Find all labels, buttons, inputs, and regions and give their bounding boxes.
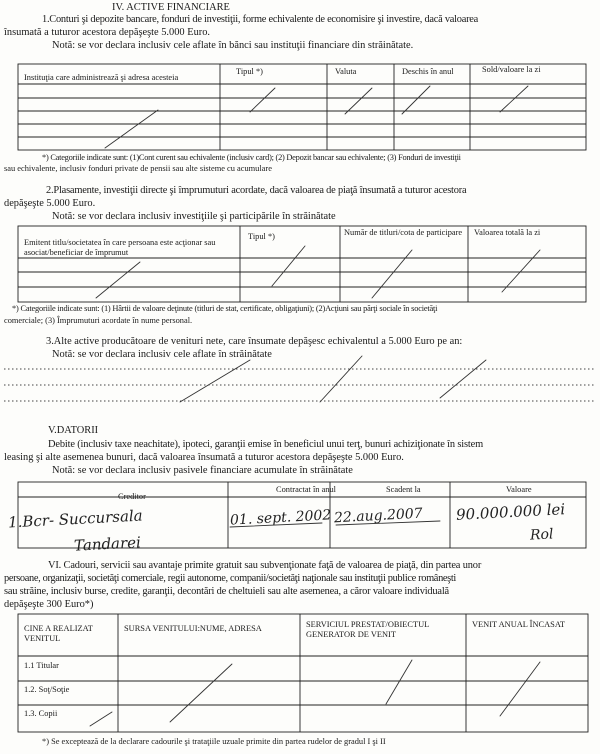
t2-header-issuer: Emitent titlu/societatea în care persoana este acţionar sau asociat/beneficiar de împrumut (24, 238, 216, 257)
t2-header-quantity: Număr de titluri/cota de participare (344, 228, 463, 237)
item3-note: Notă: se vor declara inclusiv cele aflate în străinătate (52, 349, 272, 360)
handwritten-value-line1: 90.000.000 lei (455, 500, 566, 524)
section-vi-line1: VI. Cadouri, servicii sau avantaje primite gratuit sau subvenţionate faţă de valoarea de piaţă, din partea unor (48, 560, 482, 571)
section-vi-footnote: *) Se exceptează de la declarare cadourile şi trataţiile uzuale primite din partea rudelor de gradul I şi II (42, 737, 386, 746)
section-vi-line3: sau străine, inclusiv burse, credite, garanţii, decontări de cheltuieli sau alte asemenea, a căror valoare individuală (4, 586, 449, 597)
section-vi-line4: depăşeşte 300 Euro*) (4, 599, 94, 610)
t4-header-source: SURSA VENITULUI:NUME, ADRESA (124, 624, 262, 633)
t4-header-service: SERVICIUL PRESTAT/OBIECTUL GENERATOR DE VENIT (306, 620, 429, 639)
item2-text-line2: depăşeşte 5.000 Euro. (4, 198, 96, 209)
t3-header-value: Valoare (506, 485, 532, 494)
handwritten-value-line2: Rol (529, 526, 554, 544)
t4-row-titular: 1.1 Titular (24, 661, 59, 670)
section-v-line2: leasing şi alte asemenea bunuri, dacă valoarea însumată a tuturor acestora depăşeşte 5.000 Euro. (4, 452, 404, 463)
section-v-note: Notă: se vor declara inclusiv pasivele financiare acumulate în străinătate (52, 465, 353, 476)
t1-header-type: Tipul *) (236, 67, 263, 76)
item1-note: Notă: se vor declara inclusiv cele aflate în bănci sau instituţii financiare din străinătate. (52, 40, 414, 51)
t2-header-type: Tipul *) (248, 232, 275, 241)
section-v-line1: Debite (inclusiv taxe neachitate), ipoteci, garanţii emise în beneficiul unui terţ, bunuri achiziţionate în sistem (48, 439, 484, 450)
handwritten-due: 22.aug.2007 (333, 505, 424, 527)
item1-text-line1: 1.Conturi şi depozite bancare, fonduri de investiţii, forme echivalente de economisire şi investire, dacă valoarea (42, 14, 479, 25)
t1-header-institution: Instituţia care administrează şi adresa acesteia (24, 73, 179, 82)
t4-header-income: VENIT ANUAL ÎNCASAT (472, 620, 566, 629)
t3-header-due: Scadent la (386, 485, 421, 494)
t1-footnote-line2: sau echivalente, inclusiv fonduri private de pensii sau alte sisteme cu acumulare (4, 164, 272, 173)
t4-row-children: 1.3. Copii (24, 709, 58, 718)
t2-footnote-line1: *) Categoriile indicate sunt: (1) Hârtii de valoare deţinute (titluri de stat, certificate, obligaţiuni); (2)Acţiuni sau părţi sociale în societăţi (12, 304, 438, 313)
section-iv-title: IV. ACTIVE FINANCIARE (112, 2, 230, 13)
item2-text-line1: 2.Plasamente, investiţii directe şi împrumuturi acordate, dacă valoarea de piaţă însumată a tuturor acestora (46, 185, 467, 196)
handwritten-creditor-line2: Tandarei (73, 533, 142, 555)
t1-footnote-line1: *) Categoriile indicate sunt: (1)Cont curent sau echivalente (inclusiv card); (2) Depozit bancar sau echivalente; (3) Fonduri de investiţii (42, 153, 461, 162)
item2-note: Notă: se vor declara inclusiv investiţiile şi participările în străinătate (52, 211, 336, 222)
item3-text: 3.Alte active producătoare de venituri nete, care însumate depăşesc echivalentul a 5.000 Euro pe an: (46, 336, 463, 347)
t1-header-balance: Sold/valoare la zi (482, 65, 541, 74)
section-v-title: V.DATORII (48, 425, 99, 436)
t2-header-total: Valoarea totală la zi (474, 228, 541, 237)
t4-header-who: CINE A REALIZAT VENITUL (24, 624, 93, 643)
t3-header-contracted: Contractat în anul (276, 485, 337, 494)
section-vi-line2: persoane, organizaţii, societăţi comerciale, regii autonome, companii/societăţi naţionale sau instituţii publice româneşti (4, 573, 456, 584)
t1-header-currency: Valuta (335, 67, 357, 76)
t2-footnote-line2: comerciale; (3) Împrumuturi acordate în nume personal. (4, 316, 193, 325)
t4-row-spouse: 1.2. Soţ/Soţie (24, 685, 70, 694)
item1-text-line2: însumată a tuturor acestora depăşeşte 5.000 Euro. (4, 27, 211, 38)
t1-header-opened: Deschis în anul (402, 67, 454, 76)
handwritten-contracted: 01. sept. 2002 (229, 507, 332, 529)
handwritten-creditor-line1: 1.Bcr- Succursala (7, 506, 144, 532)
t3-header-creditor: Creditor (118, 492, 146, 501)
